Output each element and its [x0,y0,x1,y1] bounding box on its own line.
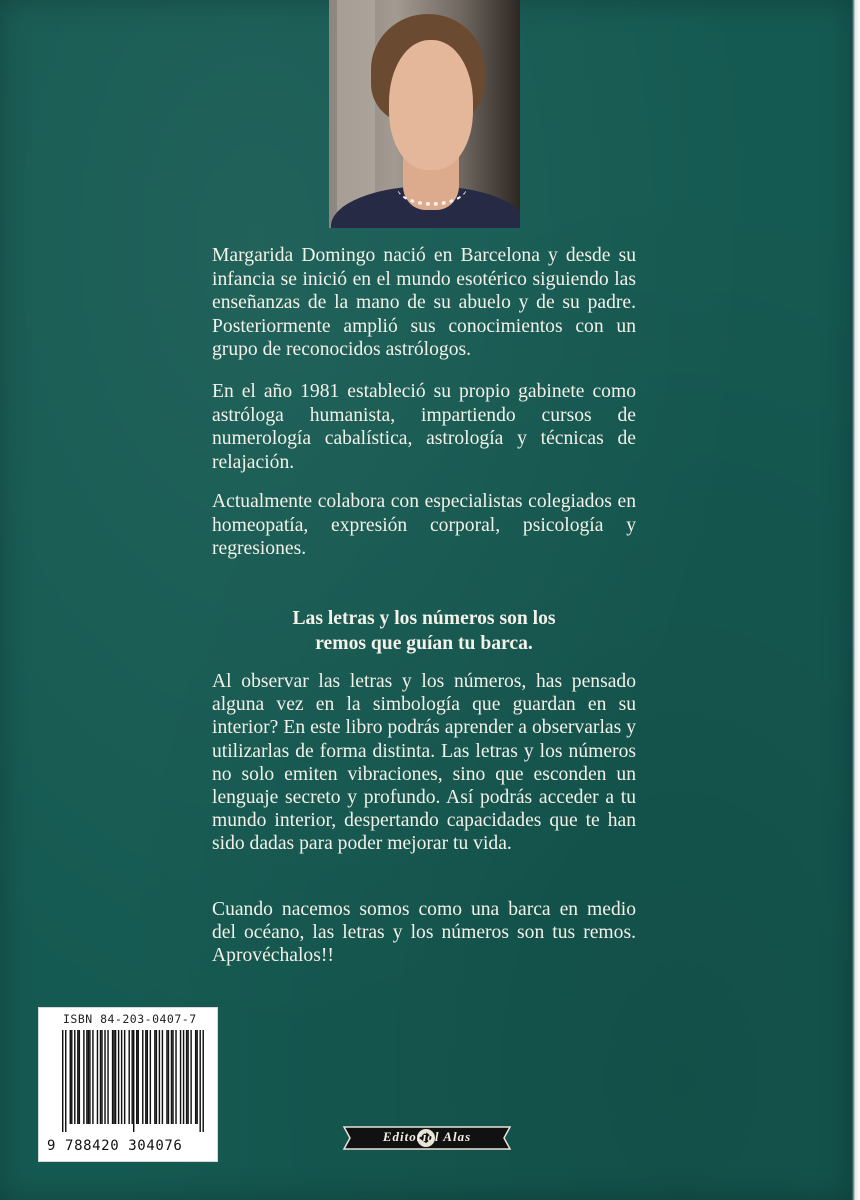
barcode-bar [101,1030,102,1124]
barcode-bar [113,1030,114,1124]
barcode-bar [156,1030,157,1124]
page-edge [852,0,860,1200]
barcode-bar [65,1030,66,1132]
barcode-bar [92,1030,93,1124]
barcode-bar [180,1030,181,1124]
barcode-bar [97,1030,98,1124]
author-bio-paragraph-1: Margarida Domingo nació en Barcelona y desde su infancia se inició en el mundo esotérico siguiendo las enseñanzas de la mano de su abuelo y de su padre. Posteriormente amplió sus conocimientos con un grupo de reconocidos astrólogos. [212,245,636,361]
barcode-bar [166,1030,167,1124]
isbn-label: ISBN 84-203-0407-7 [63,1012,197,1026]
barcode-bar [83,1030,84,1124]
barcode-bar [118,1030,119,1124]
barcode-bar [172,1030,173,1124]
barcode-bar [168,1030,169,1124]
barcode-bar [187,1030,188,1124]
barcode-bar [131,1030,132,1124]
barcode-bar [100,1030,101,1124]
barcode-bar [171,1030,172,1124]
isbn-barcode [38,1007,218,1162]
barcode-bar [74,1030,75,1124]
tagline-line-2: remos que guían tu barca. [315,633,533,654]
ean-digits: 9 788420 304076 [47,1138,183,1154]
barcode-bar [186,1030,187,1124]
barcode-bar [196,1030,197,1124]
tagline-line-1: Las letras y los números son los [292,608,556,629]
barcode-bar [86,1030,87,1124]
barcode-bar [145,1030,146,1124]
barcode-bar [195,1030,196,1124]
barcode-bar [142,1030,143,1124]
barcode-bar [175,1030,176,1124]
barcode-bar [88,1030,89,1124]
barcode-bar [112,1030,113,1124]
photo-pearl-necklace [397,168,467,206]
barcode-bar [62,1030,63,1132]
publisher-logo [338,1121,516,1155]
barcode-bar [159,1030,160,1124]
author-photo [329,0,520,228]
barcode-bars [62,1030,204,1132]
barcode-bar [147,1030,148,1124]
photo-author-face [389,40,473,170]
barcode-bar [154,1030,155,1124]
barcode-bar [183,1030,184,1124]
barcode-bar [202,1030,203,1132]
barcode-bar [71,1030,72,1124]
barcode-bar [190,1030,191,1124]
barcode-bar [138,1030,139,1124]
author-bio-paragraph-2: En el año 1981 estableció su propio gabinete como astróloga humanista, impartiendo cursos de numerología cabalística, astrología y técnicas de relajación. [212,381,636,473]
barcode-bar [104,1030,105,1124]
barcode-bar [70,1030,71,1124]
description-paragraph-1: Al observar las letras y los números, has pensado alguna vez en la simbología que guardan en su interior? En este libro podrás aprender a observarlas y utilizarlas de forma distinta. Las letras y los números no solo emiten vibraciones, sino que esconden un lenguaje secreto y profundo. Así podrás acceder a tu mundo interior, despertando capacidades que te han sido dadas para poder mejorar tu vida. [212,671,636,855]
barcode-bar [128,1030,129,1124]
barcode-bar [115,1030,116,1124]
barcode-bar [150,1030,151,1124]
barcode-bar [79,1030,80,1124]
publisher-logo-text: Editorial Alas [382,1129,472,1144]
barcode-bar [124,1030,125,1124]
barcode-bar [89,1030,90,1124]
barcode-bar [136,1030,137,1124]
barcode-bar [121,1030,122,1124]
description-paragraph-2: Cuando nacemos somos como una barca en medio del océano, las letras y los números son tus remos. Aprovéchalos!! [212,899,636,967]
author-bio-paragraph-3: Actualmente colabora con especialistas colegiados en homeopatía, expresión corporal, psicología y regresiones. [212,491,636,560]
barcode-bar [107,1030,108,1124]
tagline [212,606,636,656]
barcode-bar [162,1030,163,1124]
barcode-bar [77,1030,78,1124]
barcode-bar [133,1030,134,1132]
barcode-bar [199,1030,200,1132]
